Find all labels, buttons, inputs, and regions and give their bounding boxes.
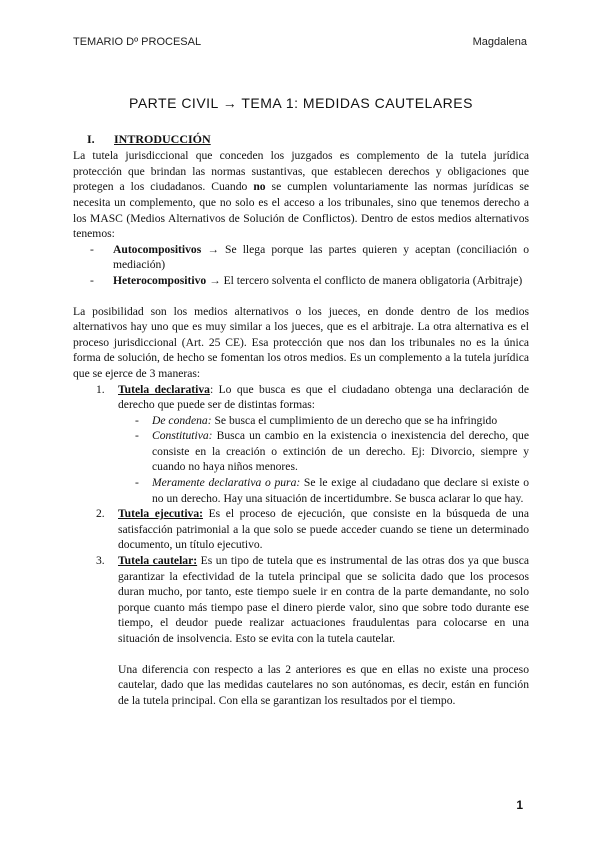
section-title: INTRODUCCIÓN xyxy=(114,131,211,146)
masc-desc: → El tercero solventa el conflicto de manera obligatoria (Arbitraje) xyxy=(206,273,523,287)
intro-paragraph xyxy=(73,148,529,242)
sub-item xyxy=(135,428,529,475)
tutela-term: Tutela declarativa xyxy=(118,382,210,396)
tutela-term: Tutela ejecutiva: xyxy=(118,507,203,521)
tutela-list xyxy=(73,382,529,709)
cautelar-extra-paragraph: Una diferencia con respecto a las 2 anteriores es que en ellas no existe una proceso cautelar, dado que las medidas cautelares no son autónomas, es decir, están en función de la tutela principal. Con ella se garantizan los resultados por el tiempo. xyxy=(118,662,529,707)
masc-item xyxy=(90,242,529,273)
sub-term: Constitutiva: xyxy=(152,429,213,443)
page-number: 1 xyxy=(516,798,523,812)
masc-term: Heterocompositivo xyxy=(113,273,207,287)
tutela-text: Es el proceso de ejecución, que consiste en la búsqueda de una satisfacción patrimonial a la que solo se puede acceder cuando se tiene un determinado documento, un título ejecutivo. xyxy=(118,507,529,552)
header-right: Magdalena xyxy=(472,36,527,48)
masc-desc: → Se llega porque las partes quieren y aceptan (conciliación o mediación) xyxy=(113,242,529,272)
sub-item xyxy=(135,475,529,506)
header-left: TEMARIO Dº PROCESAL xyxy=(73,36,202,48)
document-body xyxy=(73,96,529,708)
sub-text: Se busca el cumplimiento de un derecho que se ha infringido xyxy=(211,413,498,427)
section-number: I. xyxy=(87,131,95,146)
body-paragraph: La posibilidad son los medios alternativos o los jueces, en donde dentro de los medios alternativos hay uno que es muy similar a los jueces, que es el arbitraje. La otra alternativa es el proceso jurisdiccional (Art. 25 CE). Esa protección que nos dan los tribunales no es la única forma de solución, de hecho se fomentan los otros medios. Es un complemento a la tutela jurídica que se ejerce de 3 maneras: xyxy=(73,304,529,380)
masc-term: Autocompositivos xyxy=(113,242,202,256)
tutela-text: Es un tipo de tutela que es instrumental de las otras dos ya que busca garantizar la efectividad de la tutela principal que se solicita dado que los procesos duran mucho, por tanto, este tiempo suele ir en contra de la parte demandante, no solo porque cuanto más tiempo pase el dinero pierde valor, sino que sobre todo durante ese tiempo, el deudor puede realizar actuaciones fraudulentas para colocarse en una situación de insolvencia. Esto se evita con la tutela cautelar. xyxy=(118,554,529,645)
sub-text: Se le exige al ciudadano que declare si existe o no un derecho. Hay una situación de incertidumbre. Se busca aclarar lo que hay. xyxy=(152,476,529,505)
sub-term: Meramente declarativa o pura: xyxy=(152,476,301,490)
intro-text-2: se cumplen voluntariamente las normas jurídicas se necesita un complemento, que no solo es el acceso a los tribunales, sino que tenemos derecho a los MASC (Medios Alternativos de Solución de Conflictos). Dentro de estos medios alternativos tenemos: xyxy=(73,180,529,241)
tutela-term: Tutela cautelar: xyxy=(118,554,198,568)
intro-text-1: La tutela jurisdiccional que conceden los juzgados es complemento de la tutela jurídica protección que brindan las normas sustantivas, que establecen derechos y obligaciones que protegen a los ciudadanos. Cuando xyxy=(73,149,529,194)
masc-list xyxy=(73,242,529,289)
tutela-number: 2. xyxy=(96,507,105,521)
tutela-item xyxy=(96,506,529,553)
tutela-number: 1. xyxy=(96,382,105,396)
tutela-text: : Lo que busca es que el ciudadano obtenga una declaración de derecho que puede ser de distintas formas: xyxy=(118,382,529,412)
tutela-item xyxy=(96,553,529,708)
sub-text: Busca un cambio en la existencia o inexistencia del derecho, que consiste en la creación o extinción de un derecho. Ej: Divorcio, siempre y cuando no haya niños menores. xyxy=(152,429,529,474)
page-title: PARTE CIVIL → TEMA 1: MEDIDAS CAUTELARES xyxy=(129,95,473,111)
section-heading xyxy=(87,132,529,148)
declarativa-sublist xyxy=(118,413,529,507)
tutela-item xyxy=(96,382,529,507)
intro-bold: no xyxy=(253,180,266,194)
masc-item xyxy=(90,273,529,289)
tutela-number: 3. xyxy=(96,554,105,568)
sub-term: De condena: xyxy=(152,413,212,427)
sub-item xyxy=(135,413,529,429)
